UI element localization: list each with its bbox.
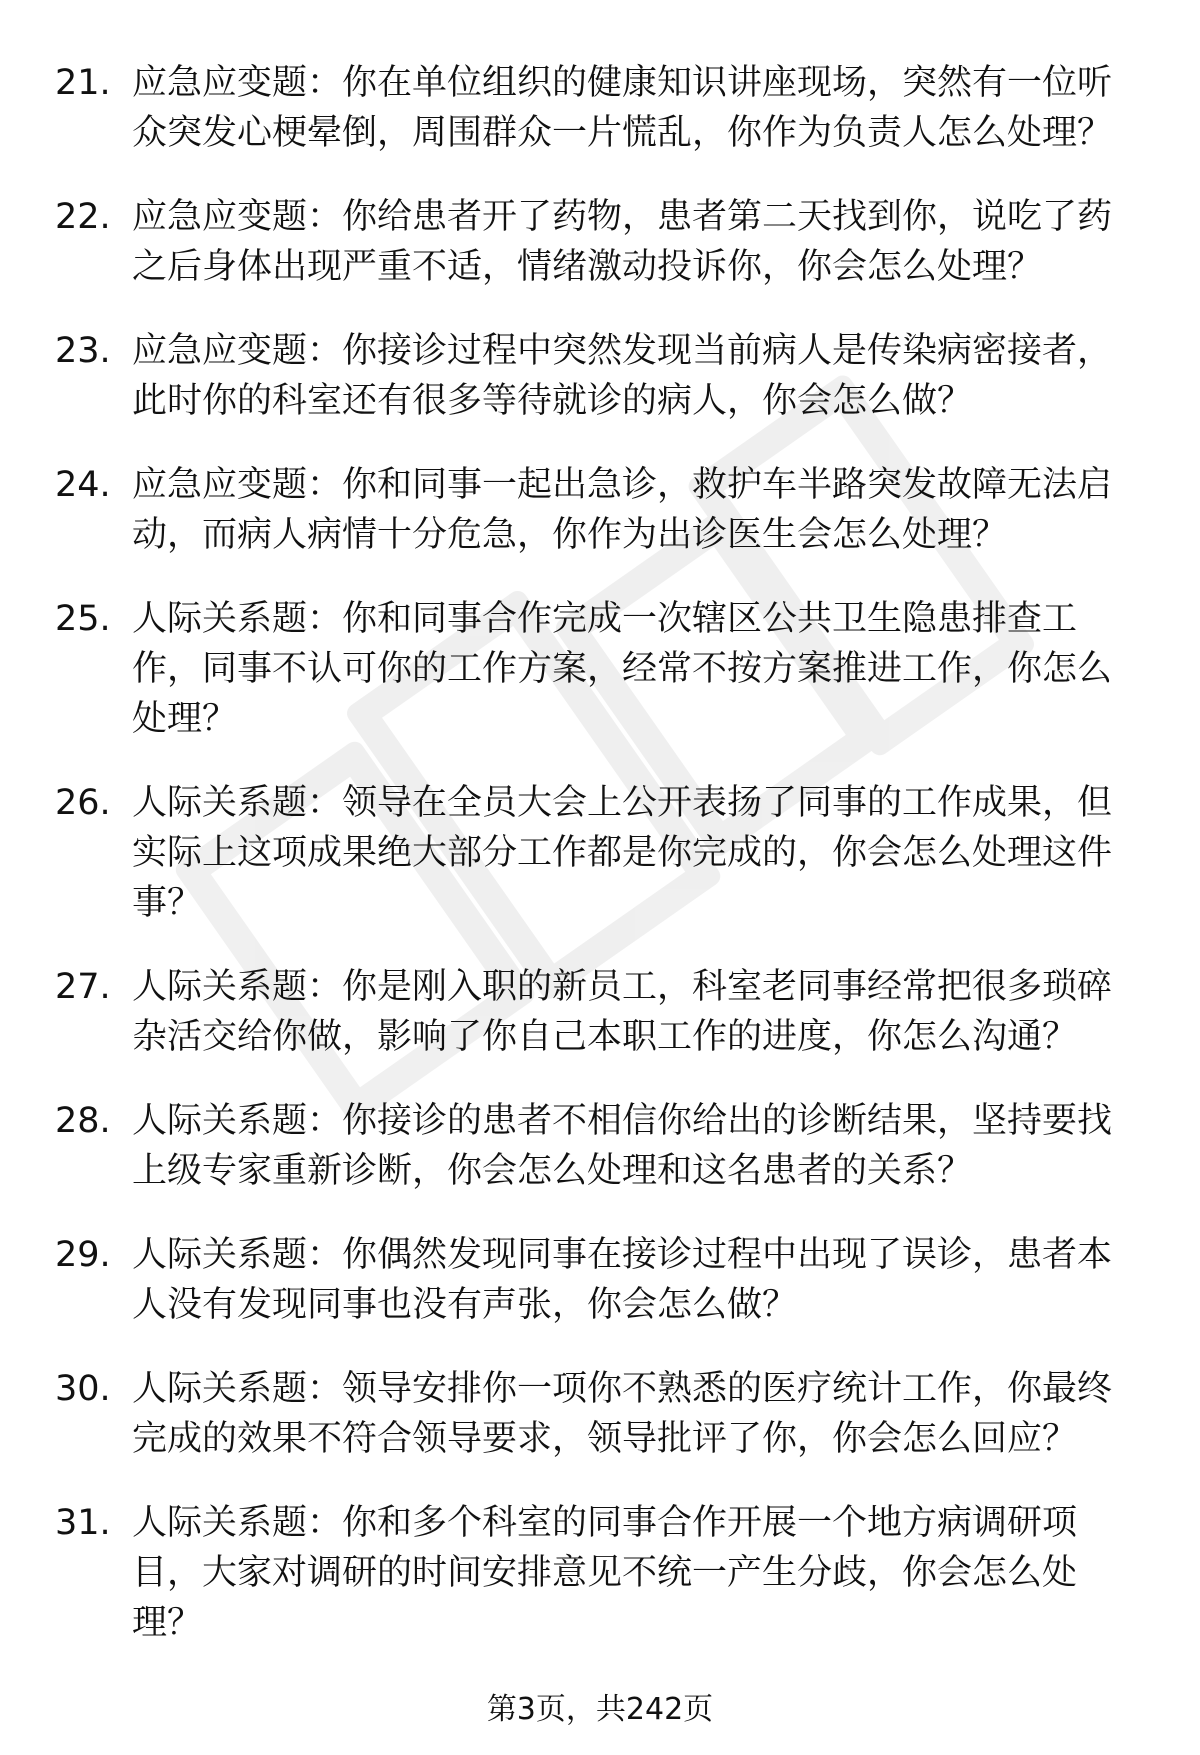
question-text: 人际关系题：领导在全员大会上公开表扬了同事的工作成果，但实际上这项成果绝大部分工作都是你完成的，你会怎么处理这件事？ — [132, 783, 1113, 923]
question-number: 22. — [55, 197, 111, 237]
question-text: 人际关系题：你和多个科室的同事合作开展一个地方病调研项目，大家对调研的时间安排意见不统一产生分歧，你会怎么处理？ — [132, 1503, 1078, 1643]
question-number: 31. — [55, 1503, 111, 1543]
question-number: 29. — [55, 1235, 111, 1275]
question-number: 24. — [55, 465, 111, 505]
question-number: 23. — [55, 331, 111, 371]
question-item — [0, 962, 1200, 1062]
question-item — [0, 58, 1200, 158]
question-text: 应急应变题：你接诊过程中突然发现当前病人是传染病密接者，此时你的科室还有很多等待就诊的病人，你会怎么做？ — [132, 331, 1113, 421]
question-item — [0, 192, 1200, 292]
question-item — [0, 1096, 1200, 1196]
question-text: 应急应变题：你和同事一起出急诊，救护车半路突发故障无法启动，而病人病情十分危急，你作为出诊医生会怎么处理？ — [132, 465, 1113, 555]
question-text: 人际关系题：你是刚入职的新员工，科室老同事经常把很多琐碎杂活交给你做，影响了你自己本职工作的进度，你怎么沟通？ — [132, 967, 1113, 1057]
page-number-label: 第3页，共242页 — [486, 1692, 714, 1727]
question-number: 25. — [55, 599, 111, 639]
question-text: 人际关系题：领导安排你一项你不熟悉的医疗统计工作，你最终完成的效果不符合领导要求，领导批评了你，你会怎么回应？ — [132, 1369, 1113, 1459]
question-item — [0, 778, 1200, 928]
question-text: 人际关系题：你偶然发现同事在接诊过程中出现了误诊，患者本人没有发现同事也没有声张，你会怎么做？ — [132, 1235, 1113, 1325]
question-item — [0, 594, 1200, 744]
question-text: 人际关系题：你和同事合作完成一次辖区公共卫生隐患排查工作，同事不认可你的工作方案，经常不按方案推进工作，你怎么处理？ — [132, 599, 1113, 739]
question-item — [0, 460, 1200, 560]
question-number: 21. — [55, 63, 111, 103]
question-item — [0, 1230, 1200, 1330]
question-number: 28. — [55, 1101, 111, 1141]
question-text: 人际关系题：你接诊的患者不相信你给出的诊断结果，坚持要找上级专家重新诊断，你会怎么处理和这名患者的关系？ — [132, 1101, 1113, 1191]
question-number: 26. — [55, 783, 111, 823]
question-text: 应急应变题：你在单位组织的健康知识讲座现场，突然有一位听众突发心梗晕倒，周围群众一片慌乱，你作为负责人怎么处理？ — [132, 63, 1113, 153]
question-number: 30. — [55, 1369, 111, 1409]
page-footer — [0, 1690, 1200, 1730]
question-text: 应急应变题：你给患者开了药物，患者第二天找到你，说吃了药之后身体出现严重不适，情绪激动投诉你，你会怎么处理？ — [132, 197, 1113, 287]
question-list — [0, 58, 1200, 1682]
question-item — [0, 326, 1200, 426]
question-number: 27. — [55, 967, 111, 1007]
question-item — [0, 1364, 1200, 1464]
question-item — [0, 1498, 1200, 1648]
